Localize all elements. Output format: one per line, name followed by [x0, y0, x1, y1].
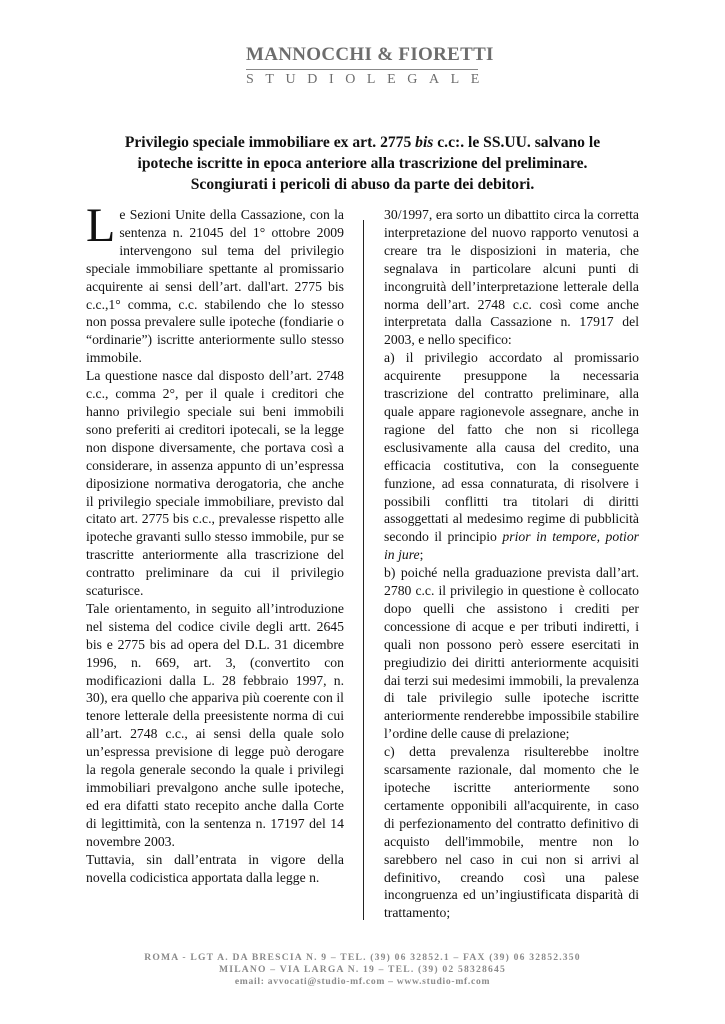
footer-milan-address: MILANO – VIA LARGA N. 19 – TEL. (39) 02 58328645: [219, 964, 506, 975]
left-paragraph-4: Tuttavia, sin dall’entrata in vigore della novella codicistica apportata dalla legge n.: [86, 851, 344, 885]
footer: [0, 952, 725, 988]
firm-name: MANNOCCHI & FIORETTI: [246, 44, 494, 65]
left-column: [86, 199, 344, 886]
point-a-latin: prior in tempore, potior in jure: [384, 529, 639, 563]
left-paragraph-1-text: e Sezioni Unite della Cassazione, con la sentenza n. 21045 del 1° ottobre 2009 intervengono sul tema del privilegio speciale immobiliare spettante al promissario acquirente ai sensi dell’art. dall'art. 2775 bis c.c.,1° comma, c.c. stabilendo che lo stesso non possa prevalere sulle ipoteche (fondiarie o “ordinarie”) iscritte anteriormente sullo stesso immobile.: [86, 207, 344, 366]
left-paragraph-3: Tale orientamento, in seguito all’introduzione nel sistema del codice civile degli artt. 2645 bis e 2775 bis ad opera del D.L. 31 dicembre 1996, n. 669, art. 3, (convertito con modificazioni dalla L. 28 febbraio 1997, n. 30), era quello che appariva più coerente con il tenore letterale della preesistente norma di cui all’art. 2748 c.c., ai sensi della quale solo un’espressa previsione di legge può derogare la regola generale secondo la quale i privilegi immobiliari prevalgono anche sulle ipoteche, ed era difatti stato recepito anche dalla Corte di legittimità, con la sentenza n. 17197 del 14 novembre 2003.: [86, 600, 344, 849]
title-line1-italic: bis: [415, 134, 434, 151]
article-title: [80, 132, 645, 195]
point-a-end: ;: [419, 547, 424, 563]
footer-contacts: email: avvocati@studio-mf.com – www.studio-mf.com: [234, 976, 491, 987]
left-paragraph-1: [86, 199, 344, 367]
point-a-text: a) il privilegio accordato al promissario acquirente presuppone la necessaria trascrizione del contratto preliminare, alla quale appare ragionevole assegnare, anche in ragione del fatto che non si ricollega esclusivamente alla causa del credito, una efficacia costitutiva, con la conseguente funzione, ad essa connaturata, di risolvere i possibili conflitti tra titolari di diritti assoggettati al medesimo regime di pubblicità secondo il principio: [384, 350, 639, 545]
title-line3: Scongiurati i pericoli di abuso da parte dei debitori.: [190, 176, 535, 193]
drop-cap: L: [86, 199, 116, 252]
firm-subtitle: STUDIOLEGALE: [246, 72, 491, 87]
left-paragraph-2: La questione nasce dal disposto dell’art. 2748 c.c., comma 2°, per il quale i creditori che hanno privilegio speciale sui beni immobili sono preferiti ai creditori ipotecali, se la legge non dispone diversamente, che portava così a considerare, in assenza appunto di un’espressa diposizione normativa derogatoria, che anche il privilegio speciale immobiliare, previsto dal citato art. 2775 bis c.c., prevalesse rispetto alle ipoteche gravanti sullo stesso immobile, pur se trascritte anteriormente alla trascrizione del contratto preliminare da cui il privilegio scaturisce.: [86, 368, 344, 599]
title-line1-end: c.c:. le SS.UU. salvano le: [433, 134, 601, 151]
point-c: c) detta prevalenza risulterebbe inoltre scarsamente razionale, dal momento che le ipoteche iscritte anteriormente sono certamente opponibili all'acquirente, in caso di perfezionamento del contratto definitivo di acquisto dell'immobile, mentre non lo sarebbero nel caso in cui non si arrivi al definitivo, creando così una palese incongruenza ed un’ingiustificata disparità di trattamento;: [384, 744, 639, 921]
point-a: [384, 349, 639, 564]
right-paragraph-1: 30/1997, era sorto un dibattito circa la corretta interpretazione del nuovo rapporto venutosi a creare tra le disposizioni in materia, che segnalava in particolare alcuni punti di incongruità dell’interpretazione letterale della norma dell’art. 2748 c.c. così come anche interpretata dalla Cassazione n. 17917 del 2003, e nello specifico:: [384, 207, 639, 348]
letterhead-rule: [246, 69, 478, 70]
point-b: b) poiché nella graduazione prevista dall’art. 2780 c.c. il privilegio in questione è collocato dopo quelli che assistono i crediti per concessione di acque e per tributi indiretti, i quali non possono però essere esercitati in pregiudizio dei diritti anteriormente acquisiti dai terzi sui medesimi immobili, la prevalenza di tale privilegio sulle ipoteche iscritte anteriormente renderebbe impossibile stabilire l’ordine delle cause di prelazione;: [384, 565, 639, 742]
title-line2: ipoteche iscritte in epoca anteriore alla trascrizione del preliminare.: [137, 155, 588, 172]
title-line1-start: Privilegio speciale immobiliare ex art. 2775: [124, 134, 416, 151]
column-divider: [363, 220, 364, 920]
footer-rome-address: ROMA - LGT A. DA BRESCIA N. 9 – TEL. (39) 06 32852.1 – FAX (39) 06 32852.350: [144, 952, 581, 963]
right-column: [384, 206, 639, 922]
